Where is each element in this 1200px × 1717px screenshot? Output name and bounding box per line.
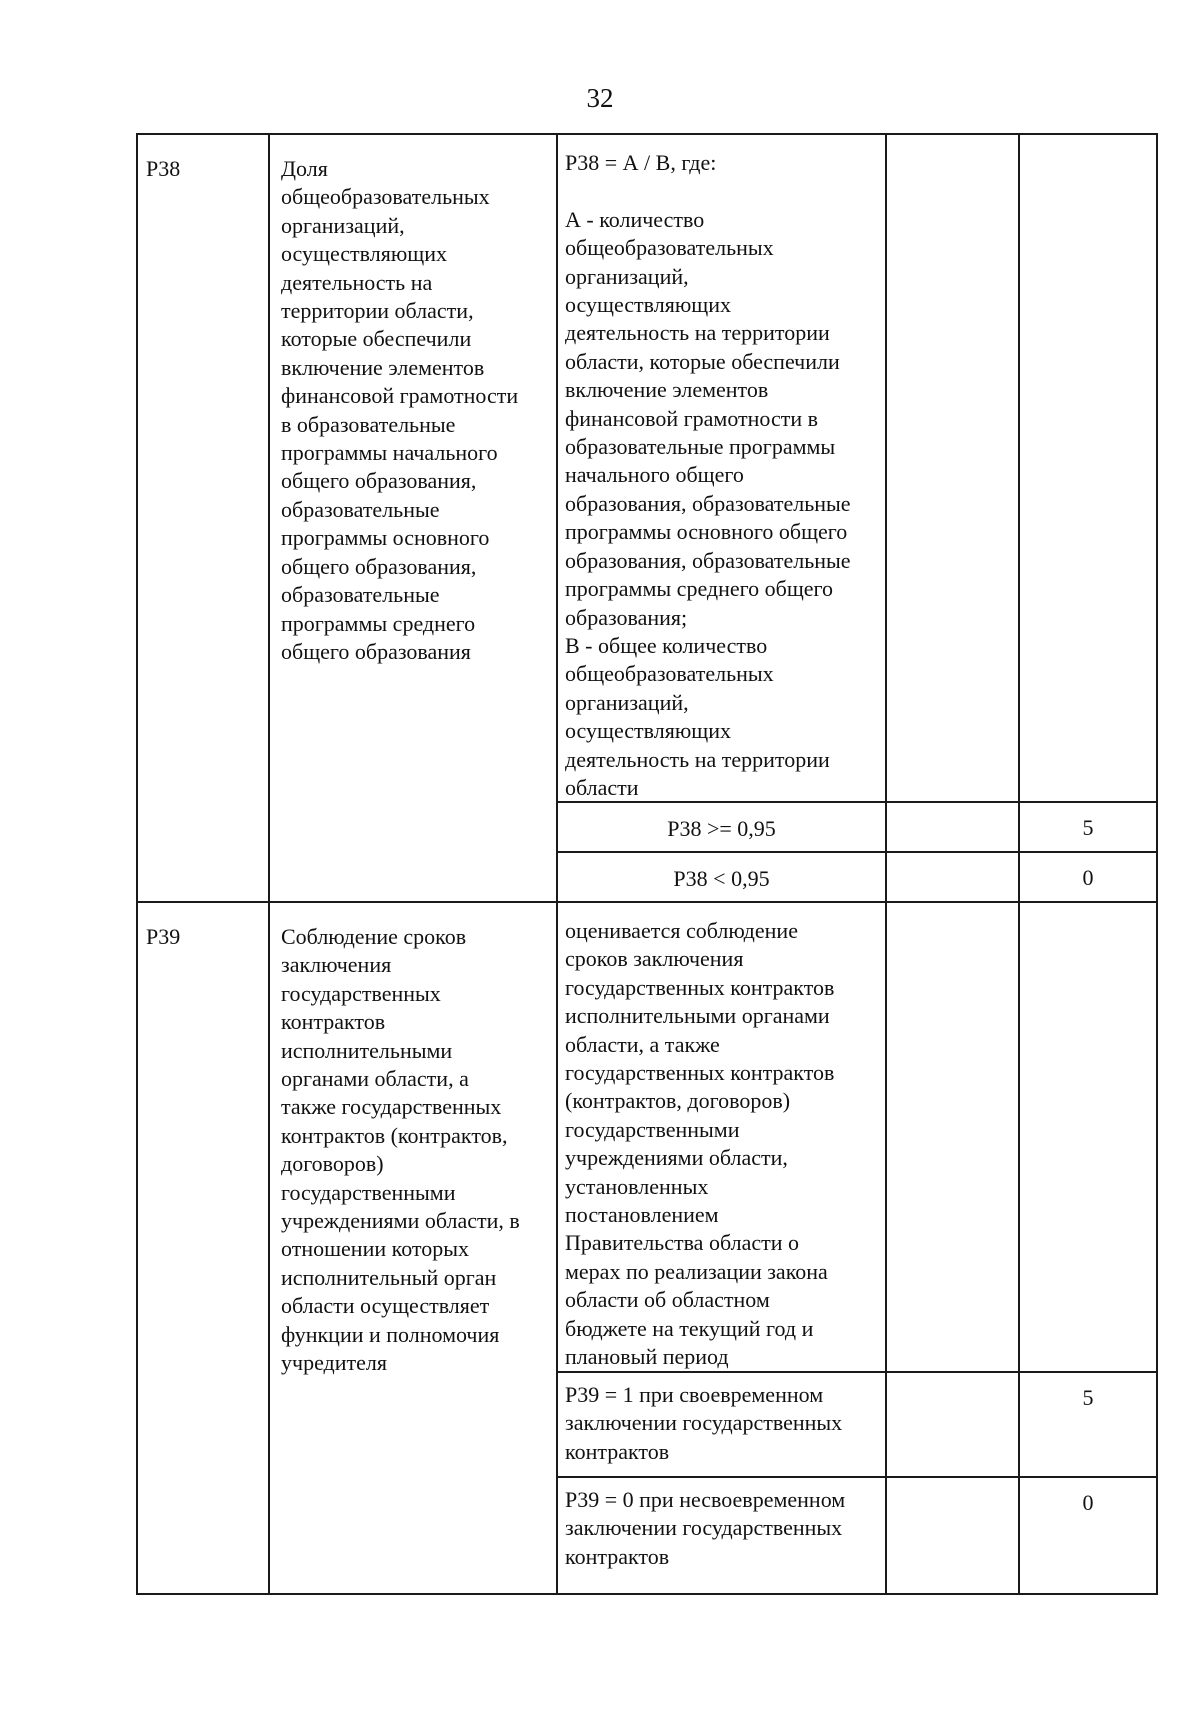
page-number: 32: [586, 83, 614, 113]
table-border-bottom: [136, 1593, 1158, 1595]
criteria-table: [136, 133, 1158, 1595]
row-code: Р38: [146, 156, 181, 181]
score-value: 0: [1082, 1490, 1094, 1515]
condition-text: Р38 < 0,95: [673, 866, 770, 891]
indicator-description: Соблюдение сроков заключения государственных контрактов исполнительными органами области, а также государственных контрактов (контрактов, договоров) государственными учреждениями области, в отношении которых исполнительный орган области осуществляет функции и полномочия учредителя: [281, 924, 520, 1376]
condition-text: Р39 = 1 при своевременном заключении государственных контрактов: [565, 1382, 843, 1464]
table-border-right: [1156, 133, 1158, 1595]
indicator-description: Доля общеобразовательных организаций, осуществляющих деятельность на территории области, которые обеспечили включение элементов финансовой грамотности в образовательные программы начального общего образования, образовательные программы основного общего образования, образовательные программы среднего общего образования: [281, 156, 519, 664]
table-border-left: [136, 133, 138, 1595]
column-divider-method: [885, 133, 887, 1595]
row-code: Р39: [146, 924, 181, 949]
calculation-method: оценивается соблюдение сроков заключения государственных контрактов исполнительными органами области, а также государственных контрактов (контрактов, договоров) государственными учреждениями области, установленных постановлением Правительства области о мерах по реализации закона области об областном бюджете на текущий год и плановый период: [565, 918, 835, 1370]
calculation-method: Р38 = А / В, где: А - количество общеобразовательных организаций, осуществляющих деятельность на территории области, которые обеспечили включение элементов финансовой грамотности в образовательные программы начального общего образования, образовательные программы основного общего образования, образовательные программы среднего общего образования; В - общее количество общеобразовательных организаций, осуществляющих деятельность на территории области: [565, 150, 851, 800]
score-value: 0: [1082, 865, 1094, 890]
score-value: 5: [1082, 815, 1094, 840]
score-value: 5: [1082, 1385, 1094, 1410]
condition-text: Р38 >= 0,95: [667, 816, 776, 841]
condition-text: Р39 = 0 при несвоевременном заключении государственных контрактов: [565, 1487, 846, 1569]
